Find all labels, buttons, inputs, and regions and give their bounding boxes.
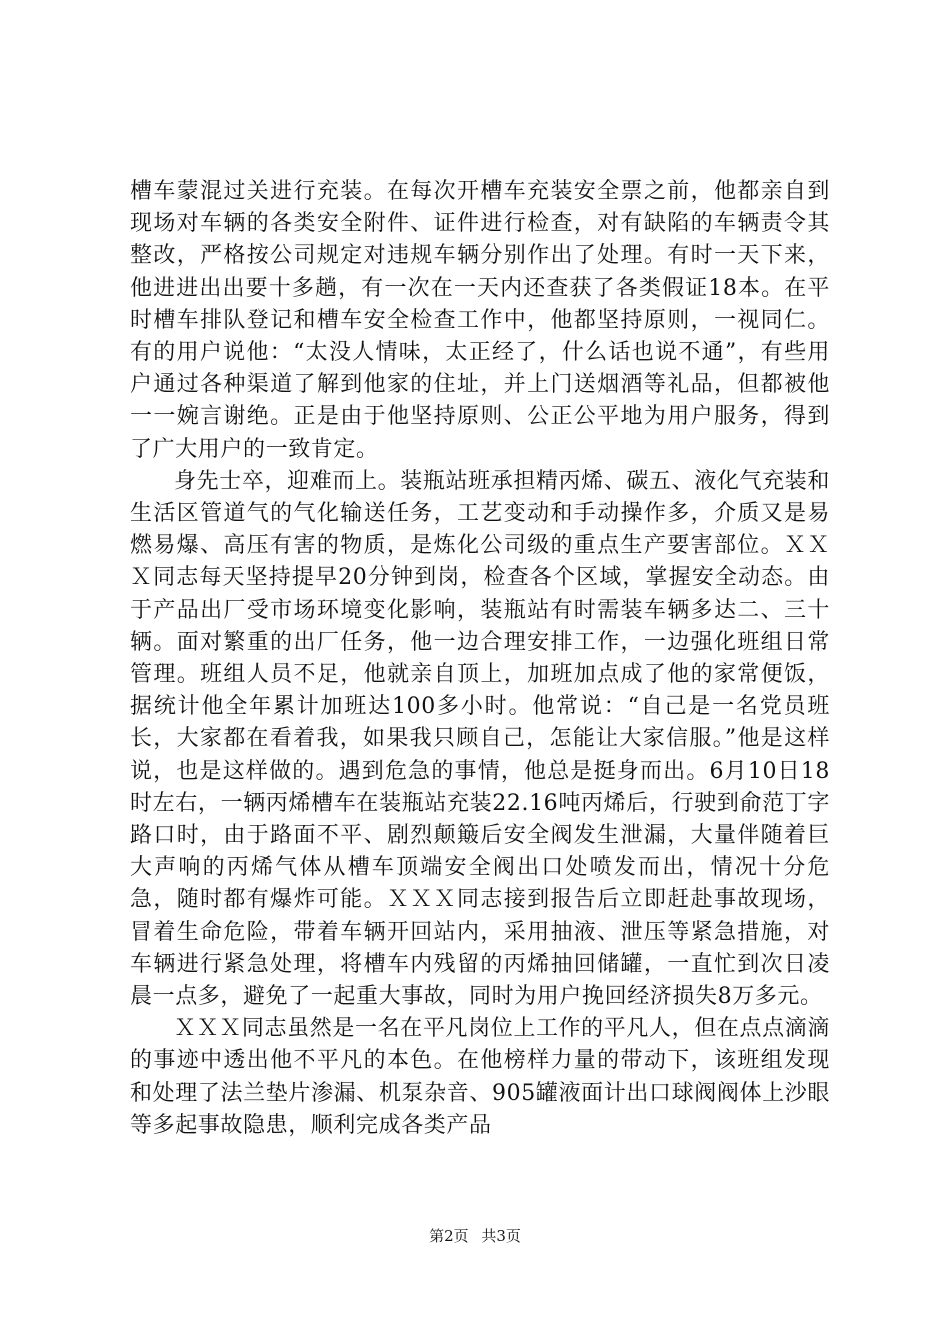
page-total: 共3页: [481, 1227, 521, 1245]
paragraph-1: 槽车蒙混过关进行充装。在每次开槽车充装安全票之前，他都亲自到现场对车辆的各类安全附件、证件进行检查，对有缺陷的车辆责令其整改，严格按公司规定对违规车辆分别作出了处理。有时一天下来，他进进出出要十多趟，有一次在一天内还查获了各类假证18本。在平时槽车排队登记和槽车安全检查工作中，他都坚持原则，一视同仁。有的用户说他：“太没人情味，太正经了，什么话也说不通”，有些用户通过各种渠道了解到他家的住址，并上门送烟酒等礼品，但都被他一一婉言谢绝。正是由于他坚持原则、公正公平地为用户服务，得到了广大用户的一致肯定。: [130, 179, 830, 462]
paragraph-2: 身先士卒，迎难而上。装瓶站班承担精丙烯、碳五、液化气充装和生活区管道气的气化输送任务，工艺变动和手动操作多，介质又是易燃易爆、高压有害的物质，是炼化公司级的重点生产要害部位。ＸＸＸ同志每天坚持提早20分钟到岗，检查各个区域，掌握安全动态。由于产品出厂受市场环境变化影响，装瓶站有时需装车辆多达二、三十辆。面对繁重的出厂任务，他一边合理安排工作，一边强化班组日常管理。班组人员不足，他就亲自顶上，加班加点成了他的家常便饭，据统计他全年累计加班达100多小时。他常说：“自己是一名党员班长，大家都在看着我，如果我只顾自己，怎能让大家信服。”他是这样说，也是这样做的。遇到危急的事情，他总是挺身而出。6月10日18时左右，一辆丙烯槽车在装瓶站充装22.16吨丙烯后，行驶到俞范丁字路口时，由于路面不平、剧烈颠簸后安全阀发生泄漏，大量伴随着巨大声响的丙烯气体从槽车顶端安全阀出口处喷发而出，情况十分危急，随时都有爆炸可能。ＸＸＸ同志接到报告后立即赶赴事故现场，冒着生命危险，带着车辆开回站内，采用抽液、泄压等紧急措施，对车辆进行紧急处理，将槽车内残留的丙烯抽回储罐，一直忙到次日凌晨一点多，避免了一起重大事故，同时为用户挽回经济损失8万多元。: [130, 468, 830, 1010]
document-body: [130, 176, 830, 1142]
page-number: 第2页: [429, 1227, 469, 1245]
page-footer: [0, 1226, 950, 1246]
paragraph-3: ＸＸＸ同志虽然是一名在平凡岗位上工作的平凡人，但在点点滴滴的事迹中透出他不平凡的本色。在他榜样力量的带动下，该班组发现和处理了法兰垫片渗漏、机泵杂音、905罐液面计出口球阀阀体上沙眼等多起事故隐患，顺利完成各类产品: [130, 1016, 830, 1138]
